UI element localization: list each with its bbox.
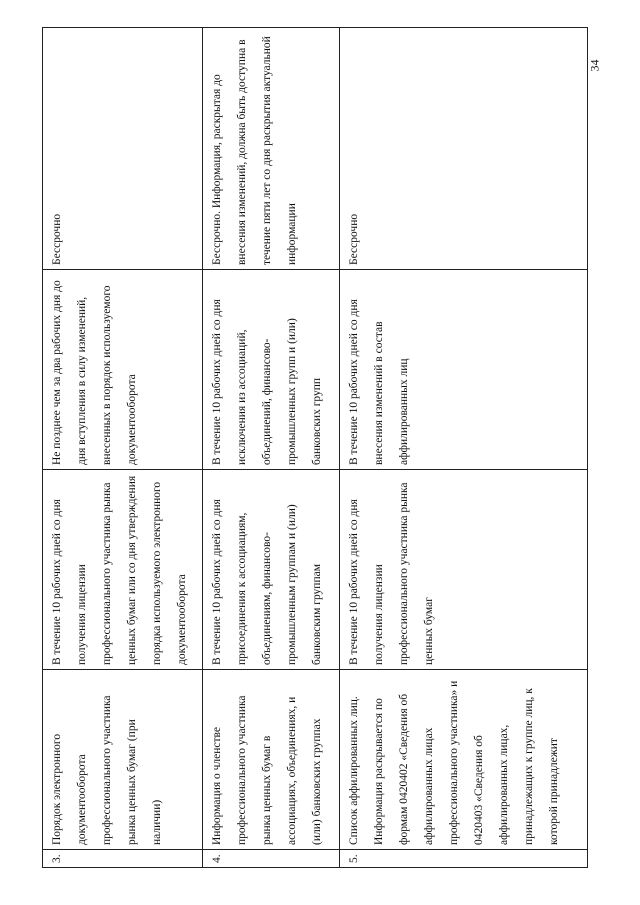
row-storage-term: Бессрочно. Информация, раскрытая до внесения изменений, должна быть доступна в течение пяти лет со дня раскрытия актуальной информации <box>203 28 340 270</box>
disclosure-table <box>42 27 588 868</box>
row-storage-term: Бессрочно <box>43 28 203 270</box>
table-row <box>203 28 340 868</box>
row-disclosure-deadline: В течение 10 рабочих дней со дня получения лицензии профессионального участника рынка ценных бумаг <box>340 470 588 670</box>
row-publication-term: Не позднее чем за два рабочих дня до дня вступления в силу изменений, внесенных в порядок используемого документооборота <box>43 270 203 470</box>
row-number: 5. <box>340 850 588 868</box>
table-row <box>340 28 588 868</box>
row-description: Порядок электронного документооборота профессионального участника рынка ценных бумаг (при наличии) <box>43 670 203 850</box>
row-disclosure-deadline: В течение 10 рабочих дней со дня присоединения к ассоциациям, объединениям, финансово-промышленным группам и (или) банковским группам <box>203 470 340 670</box>
row-disclosure-deadline: В течение 10 рабочих дней со дня получения лицензии профессионального участника рынка ценных бумаг или со дня утверждения порядка используемого электронного документооборота <box>43 470 203 670</box>
row-description: Информация о членстве профессионального участника рынка ценных бумаг в ассоциациях, объединениях, и (или) банковских группах <box>203 670 340 850</box>
row-publication-term: В течение 10 рабочих дней со дня внесения изменений в состав аффилированных лиц <box>340 270 588 470</box>
page-number: 34 <box>587 59 602 72</box>
row-storage-term: Бессрочно <box>340 28 588 270</box>
table-row <box>43 28 203 868</box>
row-number: 3. <box>43 850 203 868</box>
row-number: 4. <box>203 850 340 868</box>
row-description: Список аффилированных лиц. Информация раскрывается по формам 0420402 «Сведения об аффилированных лицах профессионального участника» и 0420403 «Сведения об аффилированных лицах, принадлежащих к группе лиц, к которой принадлежит <box>340 670 588 850</box>
rotated-table-container <box>42 28 587 868</box>
row-publication-term: В течение 10 рабочих дней со дня исключения из ассоциаций, объединений, финансово-промышленных групп и (или) банковских групп <box>203 270 340 470</box>
